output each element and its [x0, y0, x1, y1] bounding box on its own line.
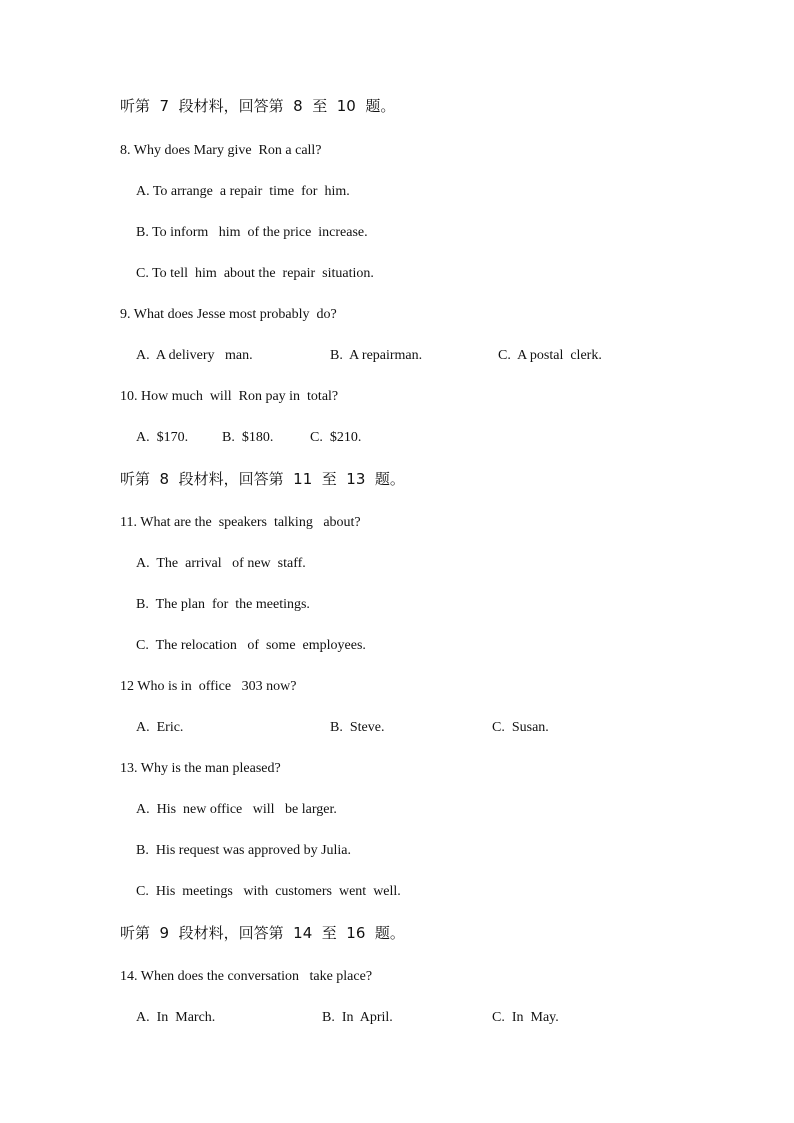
question-stem: 14. When does the conversation take place?: [120, 969, 373, 984]
option-b: B. In April.: [322, 1010, 393, 1025]
question-stem: 11. What are the speakers talking about?: [120, 515, 361, 530]
question-stem: 8. Why does Mary give Ron a call?: [120, 143, 322, 158]
option-a: A. The arrival of new staff.: [136, 556, 306, 571]
option-c: C. His meetings with customers went well.: [136, 884, 401, 899]
option-a: A. To arrange a repair time for him.: [136, 184, 350, 199]
option-a: A. His new office will be larger.: [136, 802, 337, 817]
option-b: B. To inform him of the price increase.: [136, 225, 368, 240]
option-b: B. $180.: [222, 430, 274, 445]
option-c: C. To tell him about the repair situation.: [136, 266, 374, 281]
option-a: A. $170.: [136, 430, 189, 445]
question-stem: 13. Why is the man pleased?: [120, 761, 281, 776]
option-c: C. The relocation of some employees.: [136, 638, 366, 653]
option-c: C. A postal clerk.: [498, 348, 602, 363]
option-b: B. The plan for the meetings.: [136, 597, 310, 612]
option-a: A. In March.: [136, 1010, 216, 1025]
question-stem: 10. How much will Ron pay in total?: [120, 389, 339, 404]
option-a: A. A delivery man.: [136, 348, 253, 363]
question-stem: 9. What does Jesse most probably do?: [120, 307, 337, 322]
option-c: C. Susan.: [492, 720, 549, 735]
option-b: B. His request was approved by Julia.: [136, 843, 352, 858]
section-heading: 听第 7 段材料，回答第 8 至 10 题。: [120, 97, 396, 115]
option-c: C. $210.: [310, 430, 362, 445]
section-heading: 听第 8 段材料，回答第 11 至 13 题。: [120, 470, 405, 488]
option-b: B. Steve.: [330, 720, 385, 735]
question-stem: 12 Who is in office 303 now?: [120, 679, 297, 694]
option-b: B. A repairman.: [330, 348, 423, 363]
option-a: A. Eric.: [136, 720, 184, 735]
option-c: C. In May.: [492, 1010, 559, 1025]
section-heading: 听第 9 段材料，回答第 14 至 16 题。: [120, 924, 405, 942]
